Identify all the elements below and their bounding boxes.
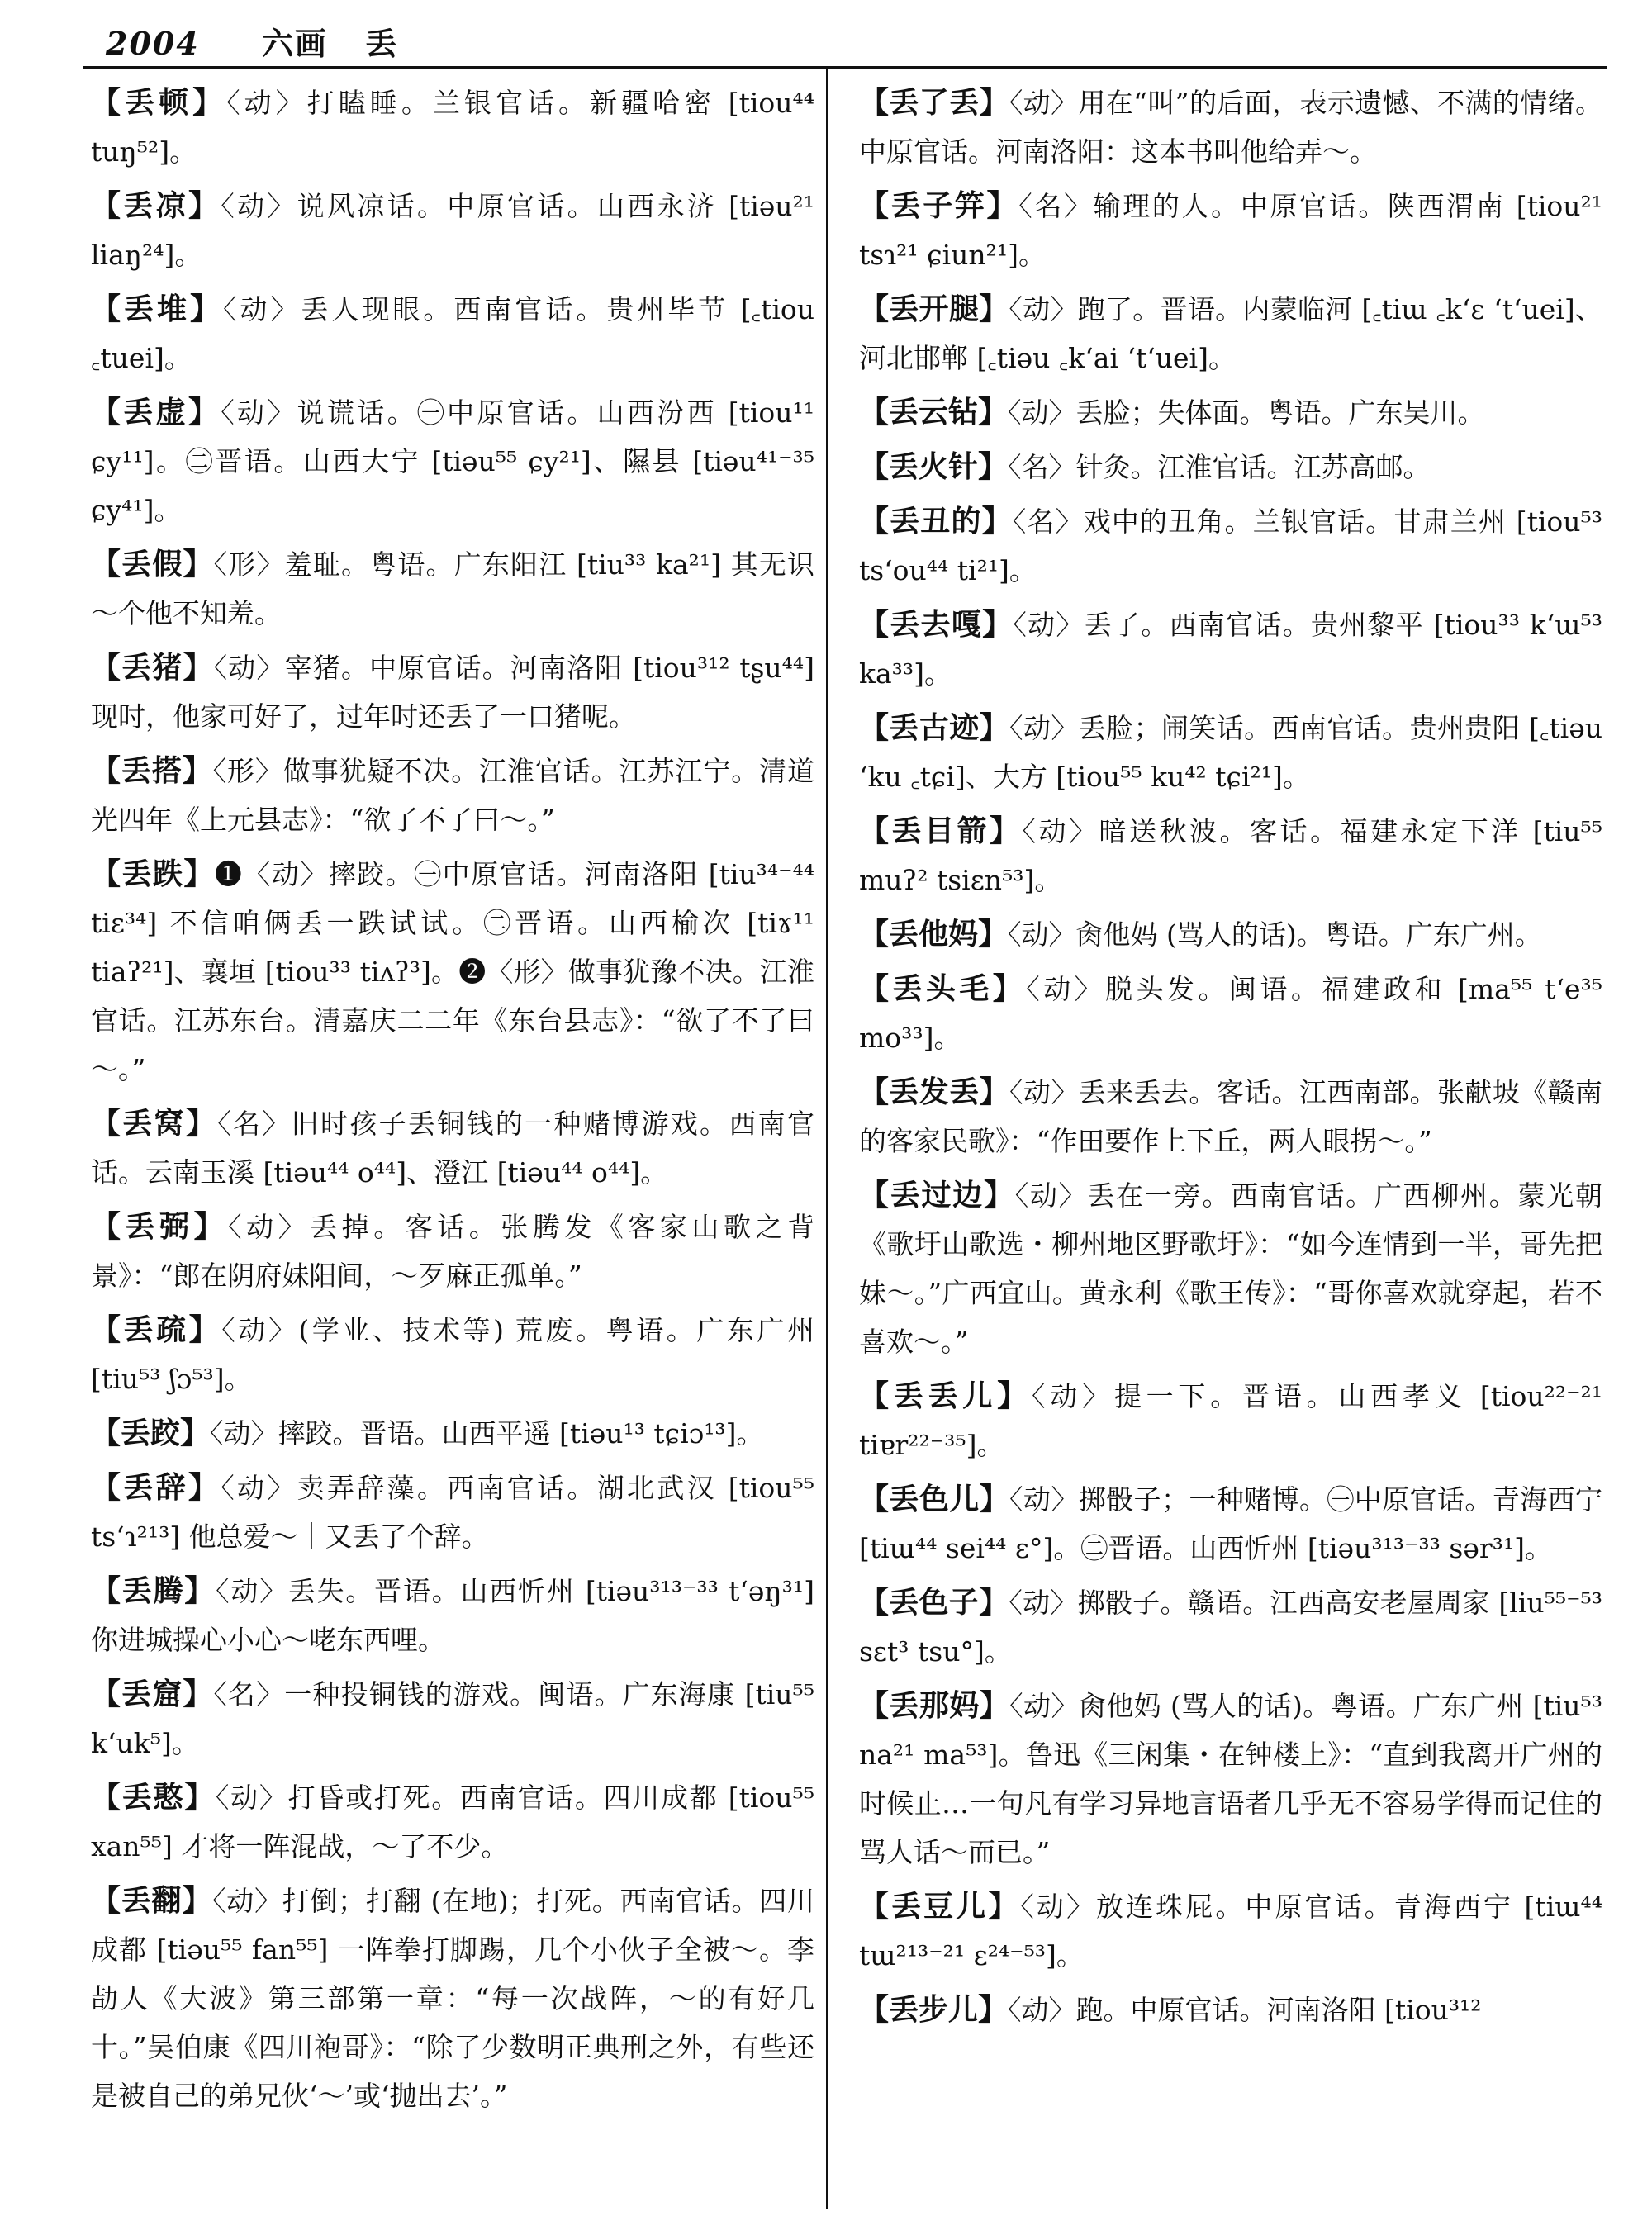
entry-headword: 【丢翻】 bbox=[91, 1883, 212, 1918]
right-column bbox=[859, 78, 1602, 2040]
dictionary-entry bbox=[859, 388, 1602, 437]
entry-definition: 〈动〉肏他妈 (骂人的话)。粤语。广东广州 [tiu⁵³ na²¹ ma⁵³]。鲁迅《三闲集・在钟楼上》：“直到我离开广州的时候止…一句凡有学习异地言语者几乎无不容易学得而记住的骂人话～而已。” bbox=[859, 1690, 1602, 1868]
section-label: 六画 bbox=[262, 25, 329, 62]
entry-definition: 〈动〉卖弄辞藻。西南官话。湖北武汉 [tiou⁵⁵ tsʻɿ²¹³] 他总爱～｜又丢了个辞。 bbox=[91, 1472, 814, 1553]
entry-definition: 〈动〉放连珠屁。中原官话。青海西宁 [tiɯ⁴⁴ tɯ²¹³⁻²¹ ɛ²⁴⁻⁵³]。 bbox=[859, 1891, 1602, 1971]
entry-definition: 〈动〉提一下。晋语。山西孝义 [tiou²²⁻²¹ tiɐr²²⁻³⁵]。 bbox=[859, 1380, 1602, 1461]
entry-definition: 〈动〉说风凉话。中原官话。山西永济 [tiəu²¹ liaŋ²⁴]。 bbox=[91, 190, 814, 271]
entry-headword: 【丢丑的】 bbox=[859, 504, 1013, 539]
entry-headword: 【丢子笄】 bbox=[859, 188, 1019, 223]
dictionary-entry bbox=[859, 807, 1602, 904]
entry-definition: 〈动〉用在“叫”的后面，表示遗憾、不满的情绪。中原官话。河南洛阳：这本书叫他给弄～。 bbox=[859, 87, 1602, 168]
dictionary-entry bbox=[859, 443, 1602, 491]
entry-headword: 【丢腾】 bbox=[91, 1573, 216, 1608]
dictionary-entry bbox=[859, 1986, 1602, 2034]
entry-definition: 〈动〉跑。中原官话。河南洛阳 [tiou³¹² bbox=[1008, 1994, 1482, 2026]
entry-headword: 【丢头毛】 bbox=[859, 971, 1027, 1006]
dictionary-entry bbox=[91, 1306, 814, 1403]
entry-definition: 〈形〉做事犹疑不决。江淮官话。江苏江宁。清道光四年《上元县志》：“欲了不了曰～。” bbox=[91, 755, 814, 836]
entry-definition: 〈名〉针灸。江淮官话。江苏高邮。 bbox=[1008, 451, 1431, 483]
entry-headword: 【丢开腿】 bbox=[859, 292, 1009, 326]
dictionary-entry bbox=[91, 540, 814, 638]
entry-definition: 〈动〉(学业、技术等) 荒废。粤语。广东广州 [tiu⁵³ ʃɔ⁵³]。 bbox=[91, 1314, 814, 1395]
entry-headword: 【丢猪】 bbox=[91, 650, 214, 685]
dictionary-entry bbox=[859, 965, 1602, 1062]
dictionary-entry bbox=[91, 1099, 814, 1197]
entry-definition: 〈动〉打昏或打死。西南官话。四川成都 [tiou⁵⁵ xan⁵⁵] 才将一阵混战，～了不少。 bbox=[91, 1782, 814, 1862]
entry-definition: 〈动〉丢人现眼。西南官话。贵州毕节 [꜀tiou ꜀tuei]。 bbox=[91, 293, 814, 374]
entry-headword: 【丢辞】 bbox=[91, 1470, 221, 1505]
entry-headword: 【丢堆】 bbox=[91, 292, 223, 326]
dictionary-entry bbox=[859, 285, 1602, 382]
dictionary-entry bbox=[91, 1203, 814, 1300]
dictionary-entry bbox=[91, 1567, 814, 1664]
entry-definition: 〈动〉丢在一旁。西南官话。广西柳州。蒙光朝《歌圩山歌选・柳州地区野歌圩》：“如今连情到一半，哥先把妹～。”广西宜山。黄永利《歌王传》：“哥你喜欢就穿起，若不喜欢～。” bbox=[859, 1179, 1602, 1358]
dictionary-entry bbox=[859, 600, 1602, 698]
dictionary-entry bbox=[859, 1171, 1602, 1366]
dictionary-entry bbox=[859, 78, 1602, 176]
entry-headword: 【丢弼】 bbox=[91, 1209, 229, 1244]
entry-headword: 【丢步儿】 bbox=[859, 1992, 1009, 2027]
dictionary-entry bbox=[91, 643, 814, 741]
entry-headword: 【丢目箭】 bbox=[859, 814, 1023, 848]
entry-definition: 〈名〉输理的人。中原官话。陕西渭南 [tiou²¹ tsɿ²¹ ɕiun²¹]。 bbox=[859, 190, 1602, 271]
entry-headword: 【丢假】 bbox=[91, 547, 214, 581]
entry-headword: 【丢古迹】 bbox=[859, 710, 1010, 745]
dictionary-entry bbox=[859, 910, 1602, 959]
dictionary-entry bbox=[859, 704, 1602, 801]
entry-headword: 【丢那妈】 bbox=[859, 1688, 1010, 1723]
entry-headword: 【丢憨】 bbox=[91, 1780, 216, 1815]
entry-definition: 〈动〉掷骰子；一种赌博。㊀中原官话。青海西宁 [tiɯ⁴⁴ sei⁴⁴ ɛ°]。㊁晋语。山西忻州 [tiəu³¹³⁻³³ sər³¹]。 bbox=[859, 1483, 1602, 1564]
entry-headword: 【丢过边】 bbox=[859, 1178, 1015, 1212]
dictionary-entry bbox=[91, 747, 814, 844]
entry-headword: 【丢顿】 bbox=[91, 85, 227, 120]
left-column bbox=[91, 78, 814, 2126]
dictionary-entry bbox=[859, 1682, 1602, 1877]
entry-headword: 【丢色子】 bbox=[859, 1585, 1009, 1620]
dictionary-entry bbox=[859, 1578, 1602, 1676]
dictionary-entry bbox=[859, 1475, 1602, 1573]
dictionary-entry bbox=[91, 388, 814, 534]
entry-definition: 〈动〉宰猪。中原官话。河南洛阳 [tiou³¹² tʂu⁴⁴] 现时，他家可好了，过年时还丢了一口猪呢。 bbox=[91, 652, 814, 733]
dictionary-entry bbox=[91, 1670, 814, 1767]
entry-headword: 【丢丢儿】 bbox=[859, 1378, 1032, 1413]
header-rule bbox=[83, 66, 1607, 69]
entry-headword: 【丢火针】 bbox=[859, 449, 1009, 484]
entry-definition: 〈名〉旧时孩子丢铜钱的一种赌博游戏。西南官话。云南玉溪 [tiəu⁴⁴ o⁴⁴]、澄江 [tiəu⁴⁴ o⁴⁴]。 bbox=[91, 1108, 814, 1189]
entry-definition: 〈名〉戏中的丑角。兰银官话。甘肃兰州 [tiou⁵³ tsʻou⁴⁴ ti²¹]。 bbox=[859, 505, 1602, 586]
entry-headword: 【丢疏】 bbox=[91, 1312, 222, 1347]
dictionary-entry bbox=[91, 78, 814, 176]
header-character: 丢 bbox=[365, 25, 399, 62]
entry-definition: 〈动〉丢了。西南官话。贵州黎平 [tiou³³ kʻɯ⁵³ ka³³]。 bbox=[859, 609, 1602, 690]
entry-definition: 〈动〉摔跤。晋语。山西平遥 [tiəu¹³ tɕiɔ¹³]。 bbox=[210, 1417, 764, 1450]
entry-definition: 〈动〉丢失。晋语。山西忻州 [tiəu³¹³⁻³³ tʻəŋ³¹] 你进城操心小心～咾东西哩。 bbox=[91, 1575, 814, 1656]
entry-definition: 〈形〉羞耻。粤语。广东阳江 [tiu³³ ka²¹] 其无识～个他不知羞。 bbox=[91, 548, 814, 629]
entry-headword: 【丢虚】 bbox=[91, 395, 221, 429]
entry-definition: 〈动〉打倒；打翻 (在地)；打死。西南官话。四川成都 [tiəu⁵⁵ fan⁵⁵] 一阵拳打脚踢，几个小伙子全被～。李劼人《大波》第三部第一章：“每一次战阵，～的有好几十。”吴伯康《四川袍哥》：“除了少数明正典刑之外，有些还是被自己的弟兄伙‘～’或‘抛出去’。” bbox=[91, 1885, 814, 2112]
entry-definition: 〈动〉肏他妈 (骂人的话)。粤语。广东广州。 bbox=[1008, 918, 1542, 951]
entry-headword: 【丢搭】 bbox=[91, 753, 213, 788]
entry-definition: 〈动〉丢脸；失体面。粤语。广东吴川。 bbox=[1008, 396, 1485, 429]
entry-headword: 【丢去嘎】 bbox=[859, 607, 1014, 642]
dictionary-entry bbox=[91, 1464, 814, 1561]
entry-definition: 〈动〉说谎话。㊀中原官话。山西汾西 [tiou¹¹ ɕy¹¹]。㊁晋语。山西大宁 [tiəu⁵⁵ ɕy²¹]、隰县 [tiəu⁴¹⁻³⁵ ɕy⁴¹]。 bbox=[91, 396, 814, 526]
dictionary-entry bbox=[91, 1409, 814, 1458]
entry-definition: 〈动〉丢脸；闹笑话。西南官话。贵州贵阳 [꜀tiəu ʻku ꜀tɕi]、大方 [tiou⁵⁵ ku⁴² tɕi²¹]。 bbox=[859, 712, 1602, 793]
entry-headword: 【丢凉】 bbox=[91, 188, 221, 223]
entry-headword: 【丢窝】 bbox=[91, 1106, 218, 1141]
dictionary-entry bbox=[91, 850, 814, 1094]
dictionary-entry bbox=[859, 182, 1602, 279]
entry-headword: 【丢窟】 bbox=[91, 1677, 214, 1711]
entry-definition: 〈动〉暗送秋波。客话。福建永定下洋 [tiu⁵⁵ muʔ² tsiɛn⁵³]。 bbox=[859, 815, 1602, 896]
entry-headword: 【丢豆儿】 bbox=[859, 1889, 1021, 1924]
entry-definition: ❶〈动〉摔跤。㊀中原官话。河南洛阳 [tiu³⁴⁻⁴⁴ tiɛ³⁴] 不信咱俩丢一跌试试。㊁晋语。山西榆次 [tiɤ¹¹ tiaʔ²¹]、襄垣 [tiou³³ tiʌʔ³]。❷〈形〉做事犹豫不决。江淮官话。江苏东台。清嘉庆二二年《东台县志》：“欲了不了曰～。” bbox=[91, 858, 814, 1085]
dictionary-entry bbox=[91, 182, 814, 279]
dictionary-entry bbox=[91, 1773, 814, 1871]
page-number: 2004 bbox=[106, 25, 200, 62]
entry-headword: 【丢发丢】 bbox=[859, 1075, 1010, 1109]
dictionary-entry bbox=[91, 285, 814, 382]
dictionary-entry bbox=[91, 1877, 814, 2120]
dictionary-entry bbox=[859, 1068, 1602, 1165]
entry-definition: 〈动〉脱头发。闽语。福建政和 [ma⁵⁵ tʻe³⁵ mo³³]。 bbox=[859, 973, 1602, 1054]
entry-headword: 【丢他妈】 bbox=[859, 917, 1009, 951]
entry-definition: 〈动〉丢掉。客话。张腾发《客家山歌之背景》：“郎在阴府妹阳间，～歹麻正孤单。” bbox=[91, 1211, 814, 1292]
entry-headword: 【丢云钻】 bbox=[859, 395, 1009, 429]
page-header bbox=[106, 18, 398, 64]
entry-headword: 【丢了丢】 bbox=[859, 85, 1009, 120]
entry-definition: 〈动〉掷骰子。赣语。江西高安老屋周家 [liu⁵⁵⁻⁵³ sɛt³ tsu°]。 bbox=[859, 1587, 1602, 1668]
dictionary-entry bbox=[859, 1372, 1602, 1469]
column-divider bbox=[826, 69, 828, 2209]
dictionary-entry bbox=[859, 1882, 1602, 1980]
dictionary-entry bbox=[859, 497, 1602, 595]
entry-definition: 〈名〉一种投铜钱的游戏。闽语。广东海康 [tiu⁵⁵ kʻuk⁵]。 bbox=[91, 1678, 814, 1759]
entry-headword: 【丢跤】 bbox=[91, 1416, 211, 1450]
entry-definition: 〈动〉打瞌睡。兰银官话。新疆哈密 [tiou⁴⁴ tuŋ⁵²]。 bbox=[91, 87, 814, 168]
entry-definition: 〈动〉丢来丢去。客话。江西南部。张献坡《赣南的客家民歌》：“作田要作上下丘，两人眼拐～。” bbox=[859, 1076, 1602, 1157]
entry-definition: 〈动〉跑了。晋语。内蒙临河 [꜀tiɯ ꜀kʻɛ ʻtʻuei]、河北邯郸 [꜀tiəu ꜀kʻai ʻtʻuei]。 bbox=[859, 293, 1602, 374]
entry-headword: 【丢色儿】 bbox=[859, 1482, 1010, 1516]
entry-headword: 【丢跌】 bbox=[91, 856, 215, 891]
